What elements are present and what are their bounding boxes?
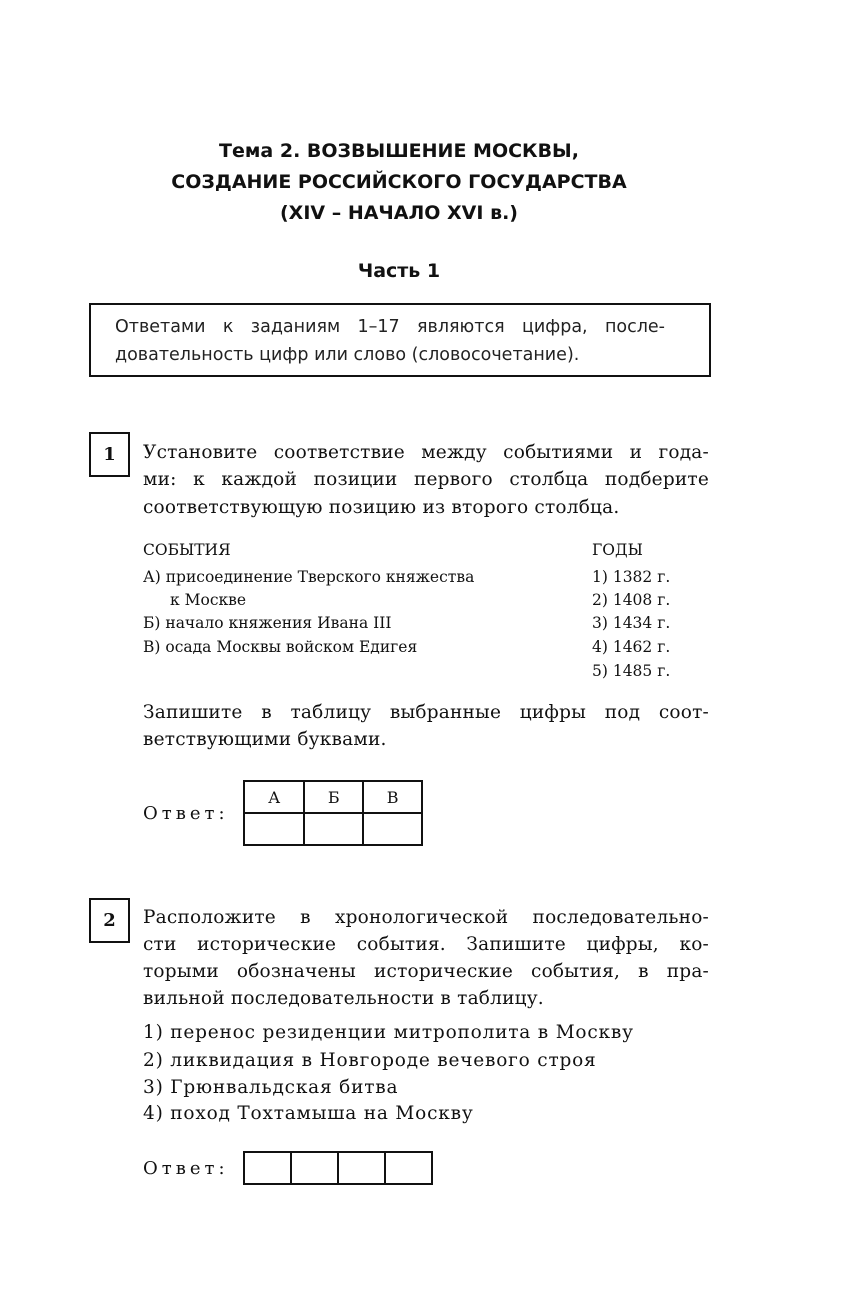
answer-cell-v[interactable] [363, 813, 422, 845]
answer-column-b: Б [304, 781, 363, 813]
instructions-box [89, 303, 711, 377]
answer-label: Ответ: [143, 1158, 229, 1179]
answer-cell-4[interactable] [385, 1152, 432, 1184]
task2-item: 4) поход Тохтамыша на Москву [143, 1103, 474, 1124]
task1-answer-table [243, 780, 423, 846]
year-item: 4) 1462 г. [592, 638, 671, 656]
answer-cell-1[interactable] [244, 1152, 291, 1184]
task2-item: 2) ликвидация в Новгороде вечевого строя [143, 1050, 597, 1071]
task2-item: 1) перенос резиденции митрополита в Москву [143, 1022, 634, 1043]
task2-text-line: торыми обозначены исторические события, в пра- [143, 961, 709, 982]
task1-text-line: ми: к каждой позиции первого столбца подберите [143, 469, 709, 490]
task2-text-line: вильной последовательности в таблицу. [143, 988, 544, 1009]
topic-title-line-2: СОЗДАНИЕ РОССИЙСКОГО ГОСУДАРСТВА [171, 171, 627, 193]
event-item-continued: к Москве [170, 591, 247, 609]
year-item: 3) 1434 г. [592, 614, 671, 632]
task1-text-line: соответствующую позицию из второго столбца. [143, 497, 620, 518]
task2-text-line: сти исторические события. Запишите цифры, ко- [143, 934, 709, 955]
part-title: Часть 1 [357, 260, 441, 282]
year-item: 1) 1382 г. [592, 568, 671, 586]
topic-title-line-3: (XIV – НАЧАЛО XVI в.) [279, 202, 518, 224]
answer-cell-2[interactable] [291, 1152, 338, 1184]
task1-text-line: Установите соответствие между событиями и года- [143, 442, 709, 463]
task2-answer-table [243, 1151, 433, 1185]
answer-label: Ответ: [143, 803, 229, 824]
year-item: 2) 1408 г. [592, 591, 671, 609]
year-item: 5) 1485 г. [592, 662, 671, 680]
task2-text-line: Расположите в хронологической последовательно- [143, 907, 709, 928]
answer-column-a: А [244, 781, 304, 813]
instructions-line: Ответами к заданиям 1–17 являются цифра, после- [115, 317, 665, 337]
events-header: СОБЫТИЯ [143, 541, 231, 559]
task1-instruction-line: Запишите в таблицу выбранные цифры под соот- [143, 702, 709, 723]
event-item: Б) начало княжения Ивана III [143, 614, 392, 632]
answer-cell-a[interactable] [244, 813, 304, 845]
task2-item: 3) Грюнвальдская битва [143, 1077, 399, 1098]
event-item: А) присоединение Тверского княжества [143, 568, 475, 586]
answer-cell-b[interactable] [304, 813, 363, 845]
answer-column-v: В [363, 781, 422, 813]
years-header: ГОДЫ [592, 541, 643, 559]
task-number-2: 2 [89, 898, 130, 943]
topic-title-line-1: Тема 2. ВОЗВЫШЕНИЕ МОСКВЫ, [219, 140, 579, 162]
instructions-line: довательность цифр или слово (словосочетание). [115, 345, 580, 365]
task-number-1: 1 [89, 432, 130, 477]
task1-instruction-line: ветствующими буквами. [143, 729, 387, 750]
event-item: В) осада Москвы войском Едигея [143, 638, 418, 656]
answer-cell-3[interactable] [338, 1152, 385, 1184]
